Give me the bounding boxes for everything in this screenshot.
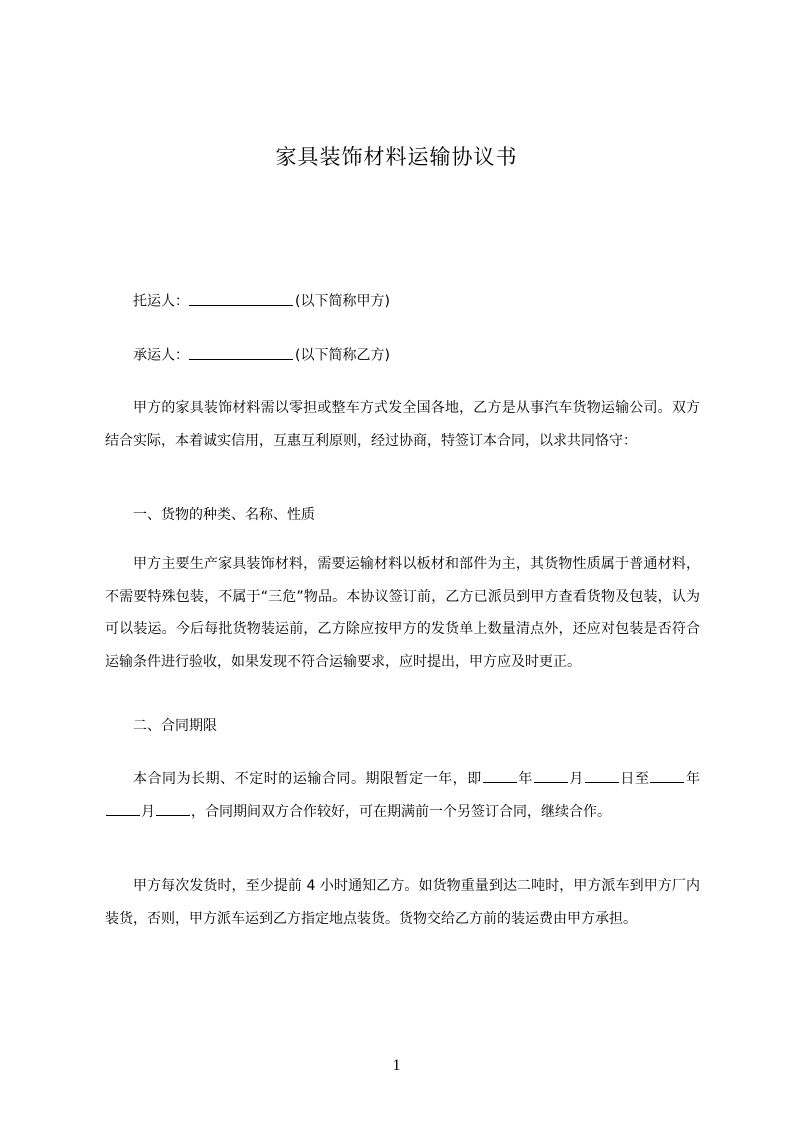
shipper-label: 托运人： bbox=[133, 293, 189, 310]
end-year-blank bbox=[650, 767, 684, 783]
term-tail: ，合同期间双方合作较好，可在期满前一个另签订合同，继续合作。 bbox=[191, 803, 611, 820]
start-day-blank bbox=[585, 767, 619, 783]
end-year-unit: 年 bbox=[685, 771, 700, 787]
section-2-heading bbox=[105, 716, 217, 736]
intro-paragraph: 甲方的家具装饰材料需以零担或整车方式发全国各地，乙方是从事汽车货物运输公司。双方结合实际，本着诚实信用，互惠互利原则，经过协商，特签订本合同，以求共同恪守： bbox=[105, 400, 700, 449]
section-2-heading-text: 二、合同期限 bbox=[133, 718, 217, 734]
page-number: 1 bbox=[392, 1057, 401, 1074]
contract-term-paragraph bbox=[105, 763, 700, 828]
start-year-unit: 年 bbox=[517, 771, 533, 787]
term-lead: 本合同为长期、不定时的运输合同。期限暂定一年，即 bbox=[133, 771, 482, 787]
shipper-blank bbox=[189, 290, 293, 306]
start-year-blank bbox=[483, 767, 517, 783]
section-1-heading bbox=[105, 505, 315, 525]
start-day-unit: 日 bbox=[619, 771, 635, 787]
shipper-line bbox=[105, 290, 390, 312]
carrier-label: 承运人： bbox=[133, 347, 189, 364]
shipping-notice-paragraph: 甲方每次发货时，至少提前 4 小时通知乙方。如货物重量到达二吨时，甲方派车到甲方厂内装货，否则，甲方派车运到乙方指定地点装货。货物交给乙方前的装运费由甲方承担。 bbox=[105, 878, 700, 927]
end-day-blank bbox=[156, 800, 190, 816]
end-month-blank bbox=[106, 800, 140, 816]
carrier-suffix: (以下简称乙方) bbox=[295, 347, 390, 364]
start-month-blank bbox=[534, 767, 568, 783]
carrier-blank bbox=[189, 344, 293, 360]
end-month-unit: 月 bbox=[141, 803, 155, 820]
term-to: 至 bbox=[634, 771, 650, 787]
document-title: 家具装饰材料运输协议书 bbox=[275, 145, 518, 169]
carrier-line bbox=[105, 344, 390, 366]
section-1-paragraph: 甲方主要生产家具装饰材料，需要运输材料以板材和部件为主，其货物性质属于普通材料，不需要特殊包装，不属于“三危”物品。本协议签订前，乙方已派员到甲方查看货物及包装，认为可以装运。今后每批货物装运前，乙方除应按甲方的发货单上数量清点外，还应对包装是否符合运输条件进行验收，如果发现不符合运输要求，应时提出，甲方应及时更正。 bbox=[105, 556, 700, 670]
section-1-heading-text: 一、货物的种类、名称、性质 bbox=[133, 507, 315, 523]
shipper-suffix: (以下简称甲方) bbox=[295, 293, 390, 310]
start-month-unit: 月 bbox=[568, 771, 584, 787]
